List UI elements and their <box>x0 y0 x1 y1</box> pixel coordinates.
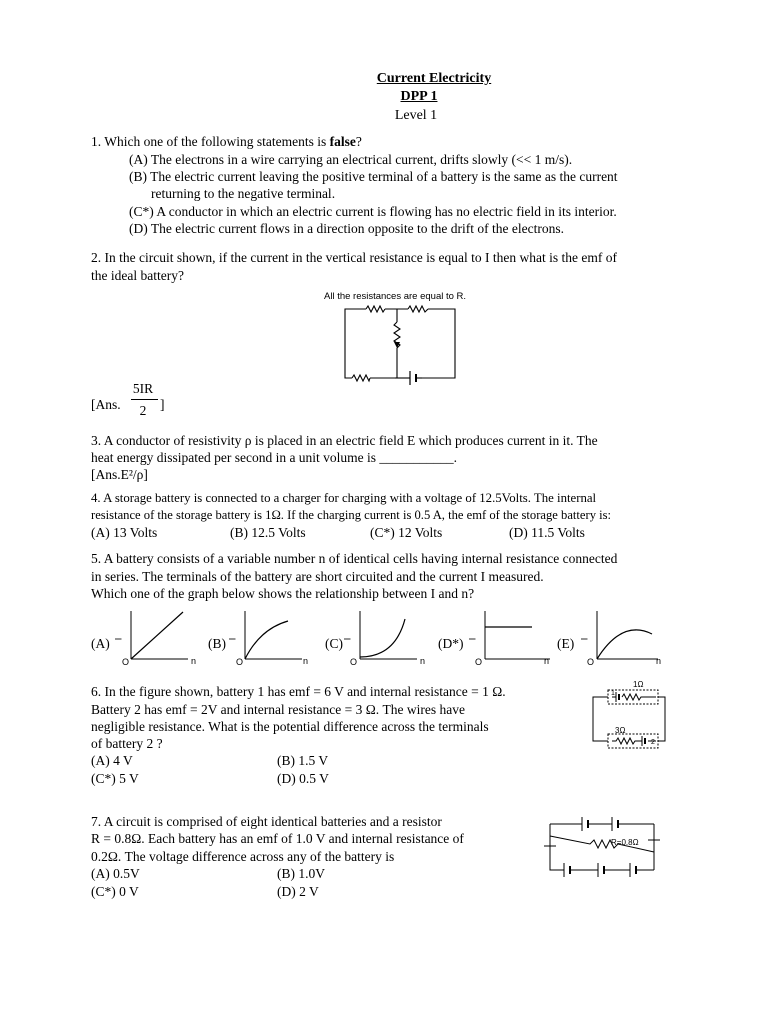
q5-stem-cont: in series. The terminals of the battery are short circuited and the current I measured. <box>91 569 544 584</box>
q2-stem-cont: the ideal battery? <box>91 268 184 283</box>
q2-circuit-diagram <box>340 302 460 382</box>
q5-graph-a-origin: O <box>122 657 130 667</box>
q4-option-c: (C*) 12 Volts <box>370 525 443 540</box>
q1-option-a: (A) The electrons in a wire carrying an electrical current, drifts slowly (<< 1 m/s). <box>129 152 573 167</box>
q5-graph-d-origin: O <box>475 657 483 667</box>
q5-graph-c-xlabel: n <box>420 656 426 666</box>
q5-graph-c <box>355 609 425 665</box>
q7-stem-cont-2: 0.2Ω. The voltage difference across any of the battery is <box>91 849 395 864</box>
q7-option-c: (C*) 0 V <box>91 884 139 899</box>
q6-stem-cont: Battery 2 has emf = 2V and internal resistance = 3 Ω. The wires have <box>91 702 466 717</box>
q5-graph-e-origin: O <box>587 657 595 667</box>
q2-figure-caption: All the resistances are equal to R. <box>324 291 467 302</box>
q7-circuit-diagram <box>542 812 672 880</box>
q5-graph-c-label: (C) <box>325 636 343 651</box>
q5-graph-a-xlabel: n <box>191 656 197 666</box>
q1-option-b-cont: returning to the negative terminal. <box>151 186 336 201</box>
q4-stem-cont: resistance of the storage battery is 1Ω. If the charging current is 0.5 A, the emf of the storage battery is: <box>91 508 612 522</box>
q5-graph-a-ylabel: I <box>113 637 124 641</box>
q2-answer-numerator: 5IR <box>132 381 154 396</box>
q6-stem-cont-3: of battery 2 ? <box>91 736 163 751</box>
q1-stem: 1. Which one of the following statements is false? <box>91 134 362 149</box>
q5-graph-c-ylabel: I <box>342 637 353 641</box>
q5-graph-b-ylabel: I <box>227 637 238 641</box>
q5-stem-cont-2: Which one of the graph below shows the relationship between I and n? <box>91 586 475 601</box>
q1-option-b: (B) The electric current leaving the positive terminal of a battery is the same as the current <box>129 169 618 184</box>
q6-fig-r2-label: 3Ω <box>615 726 626 735</box>
q4-stem: 4. A storage battery is connected to a charger for charging with a voltage of 12.5Volts. The internal <box>91 491 597 505</box>
q3-answer: [Ans.E²/ρ] <box>91 467 148 482</box>
q5-stem: 5. A battery consists of a variable number n of identical cells having internal resistance connected <box>91 551 618 566</box>
q6-option-a: (A) 4 V <box>91 753 133 768</box>
q6-option-c: (C*) 5 V <box>91 771 139 786</box>
q7-stem: 7. A circuit is comprised of eight identical batteries and a resistor <box>91 814 442 829</box>
q5-graph-d-xlabel: n <box>544 656 550 666</box>
q3-stem: 3. A conductor of resistivity ρ is placed in an electric field E which produces current in it. The <box>91 433 598 448</box>
q2-answer-suffix: ] <box>160 397 165 412</box>
q6-stem-cont-2: negligible resistance. What is the potential difference across the terminals <box>91 719 489 734</box>
q3-stem-cont: heat energy dissipated per second in a unit volume is ___________. <box>91 450 458 465</box>
q5-graph-b-xlabel: n <box>303 656 309 666</box>
q4-option-d: (D) 11.5 Volts <box>509 525 585 540</box>
doc-level: Level 1 <box>394 108 438 123</box>
q6-fig-r1-label: 1Ω <box>633 680 644 689</box>
q4-option-a: (A) 13 Volts <box>91 525 158 540</box>
q1-option-d: (D) The electric current flows in a direction opposite to the drift of the electrons. <box>129 221 564 236</box>
q2-answer-fraction-bar <box>131 399 158 400</box>
q7-option-a: (A) 0.5V <box>91 866 140 881</box>
q2-answer-prefix: [Ans. <box>91 397 121 412</box>
doc-title: Current Electricity <box>376 71 492 86</box>
q5-graph-d-label: (D*) <box>438 636 464 651</box>
q5-graph-b-origin: O <box>236 657 244 667</box>
q5-graph-b-label: (B) <box>208 636 226 651</box>
doc-dpp: DPP 1 <box>400 89 438 104</box>
q7-fig-resistor-label: R=0.8Ω <box>611 838 639 847</box>
q5-graph-b <box>240 609 310 665</box>
q7-option-d: (D) 2 V <box>277 884 319 899</box>
q6-stem: 6. In the figure shown, battery 1 has emf = 6 V and internal resistance = 1 Ω. <box>91 684 506 699</box>
q2-stem: 2. In the circuit shown, if the current in the vertical resistance is equal to I then what is the emf of <box>91 250 617 265</box>
q5-graph-e-ylabel: I <box>579 637 590 641</box>
q7-option-b: (B) 1.0V <box>277 866 325 881</box>
q6-option-d: (D) 0.5 V <box>277 771 329 786</box>
q6-option-b: (B) 1.5 V <box>277 753 329 768</box>
q5-graph-d-ylabel: I <box>467 637 478 641</box>
q2-answer-denominator: 2 <box>139 403 147 418</box>
q5-graph-e-xlabel: n <box>656 656 662 666</box>
q4-option-b: (B) 12.5 Volts <box>230 525 306 540</box>
q6-fig-battery2-label: 2 <box>651 739 655 746</box>
q5-graph-e-label: (E) <box>557 636 575 651</box>
q5-graph-a-label: (A) <box>91 636 110 651</box>
q5-graph-a <box>126 609 196 665</box>
q1-option-c: (C*) A conductor in which an electric current is flowing has no electric field in its interior. <box>129 204 617 219</box>
q7-stem-cont: R = 0.8Ω. Each battery has an emf of 1.0 V and internal resistance of <box>91 831 464 846</box>
q6-circuit-diagram <box>590 682 670 754</box>
q6-fig-battery1-label: 1 <box>611 690 615 697</box>
q5-graph-c-origin: O <box>350 657 358 667</box>
